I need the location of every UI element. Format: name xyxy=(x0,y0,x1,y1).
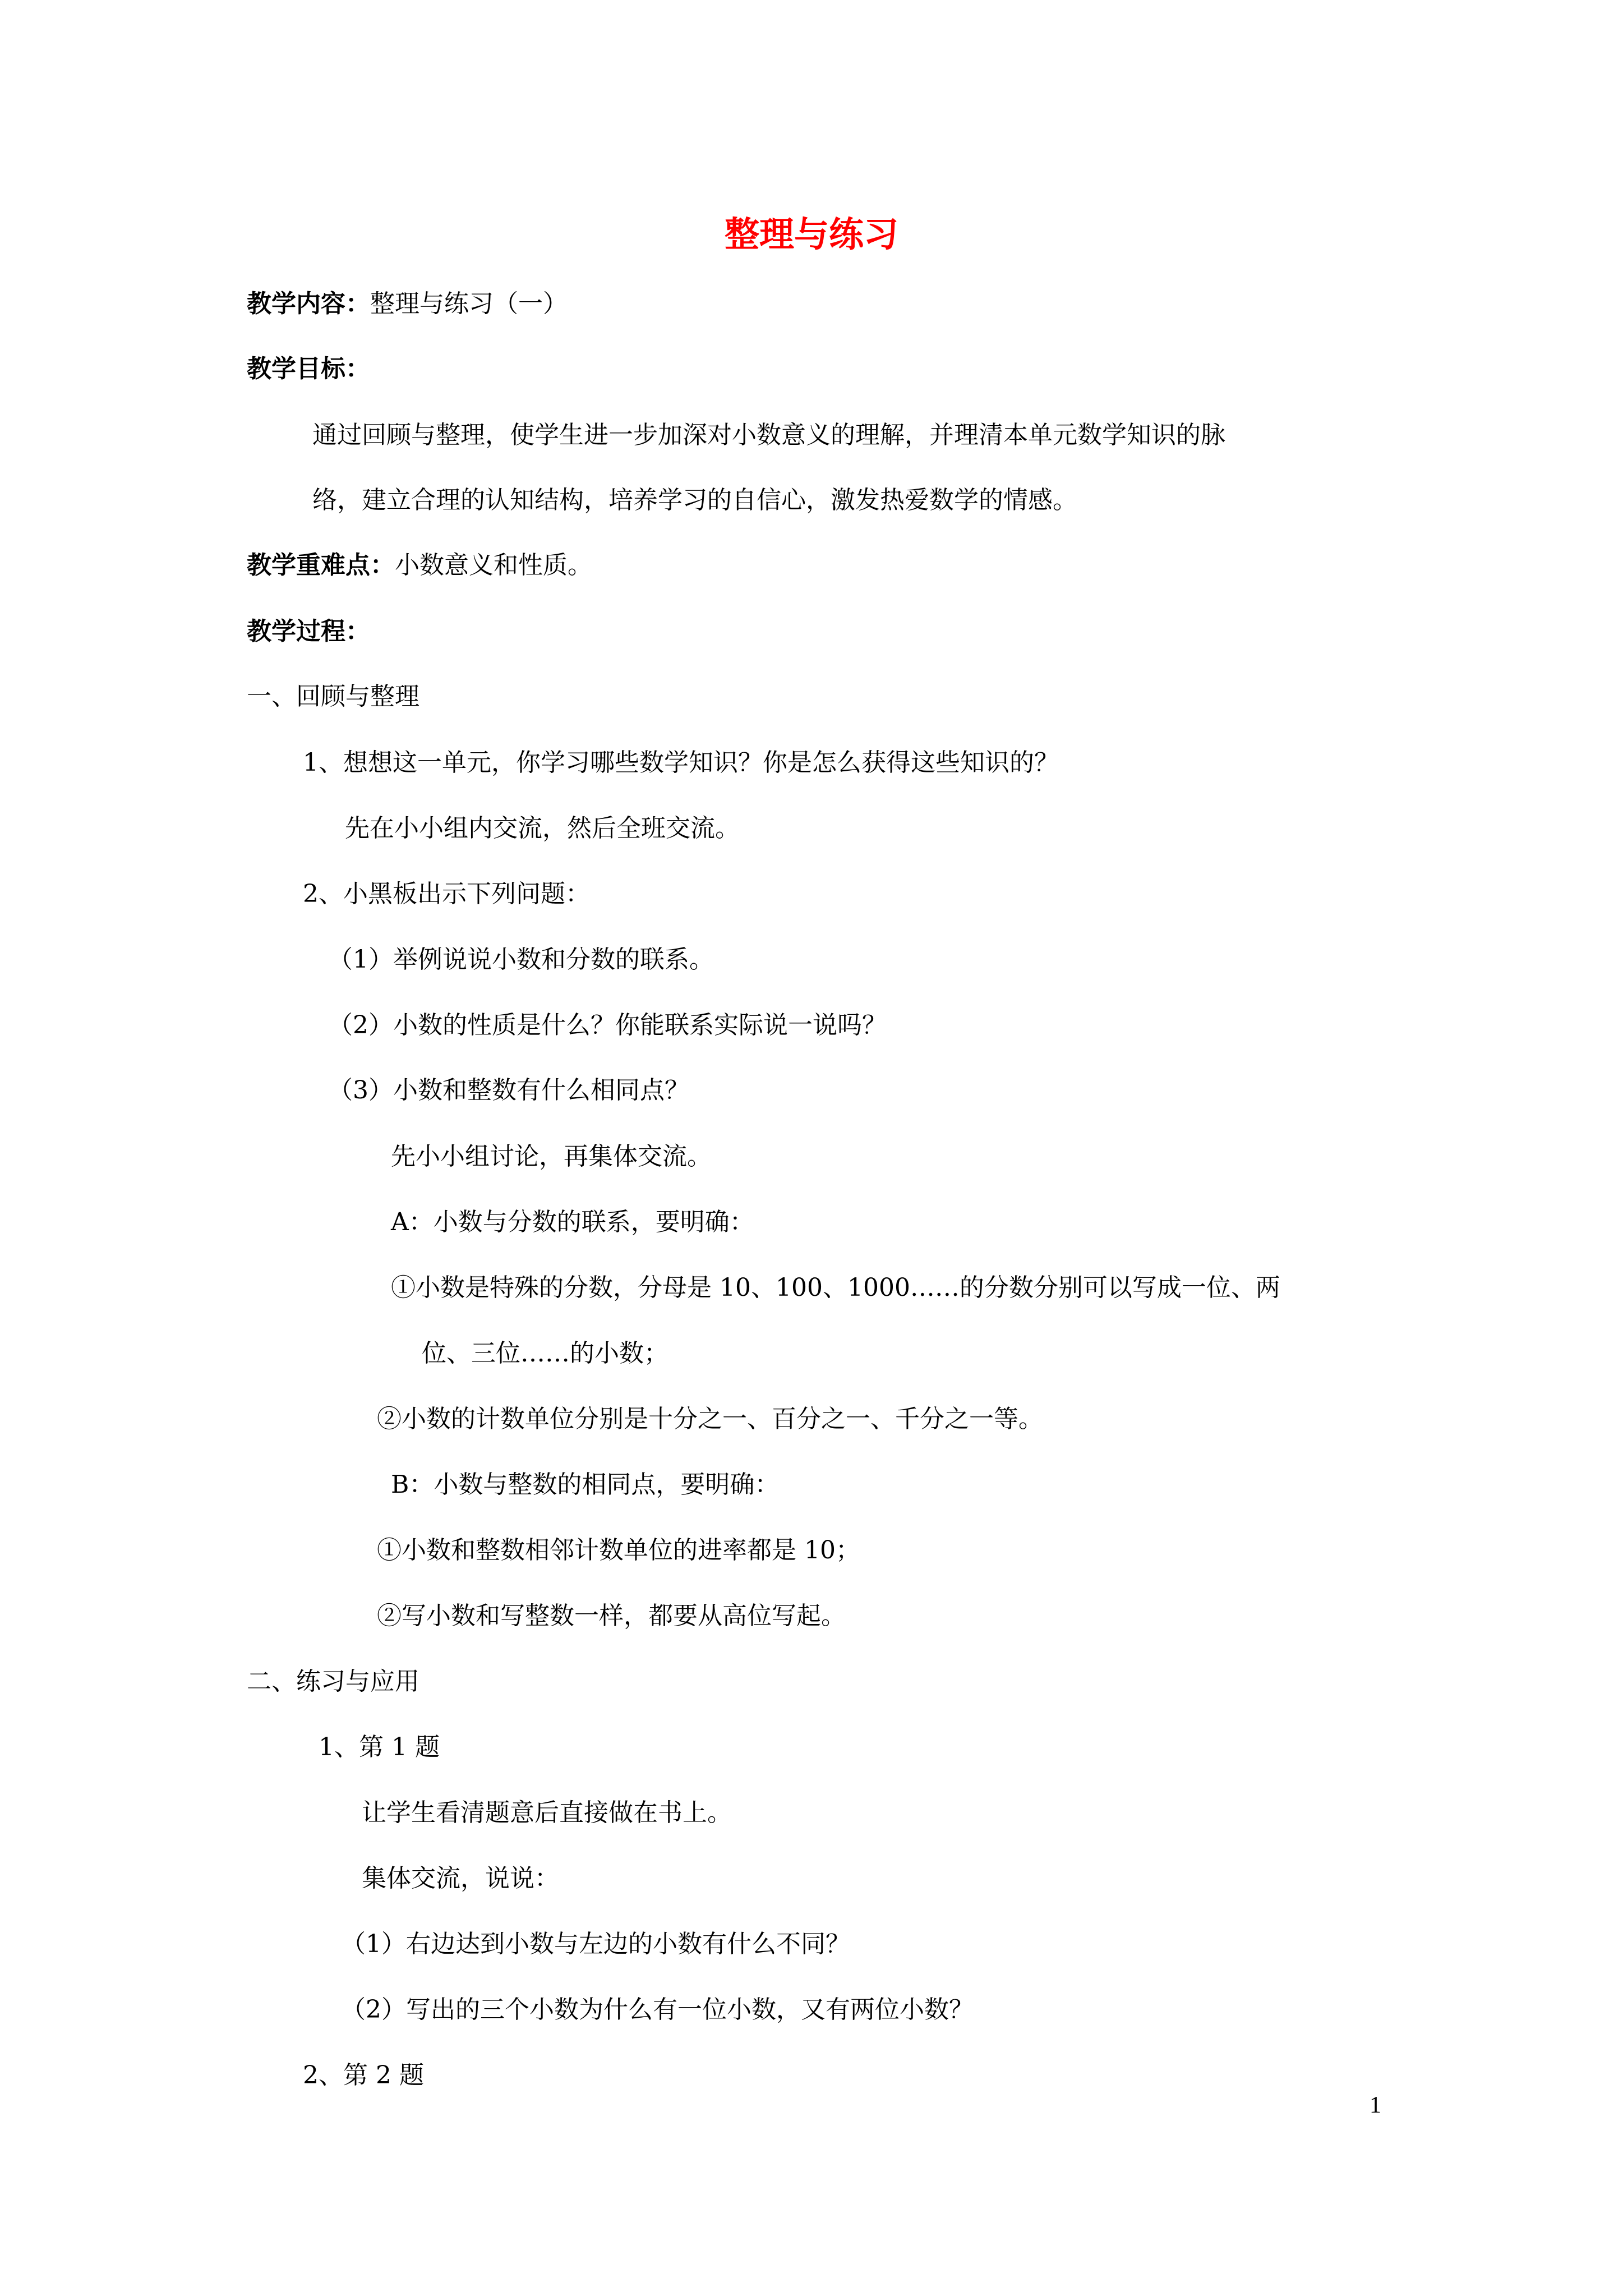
teaching-goals-line-1: 通过回顾与整理，使学生进一步加深对小数意义的理解，并理清本单元数学知识的脉 xyxy=(312,421,1225,449)
teaching-goals-label: 教学目标： xyxy=(247,355,370,383)
point-b-2: ②写小数和写整数一样，都要从高位写起。 xyxy=(377,1602,846,1630)
exercise-1-note-1: 让学生看清题意后直接做在书上。 xyxy=(362,1798,732,1827)
question-3: （3）小数和整数有什么相同点？ xyxy=(328,1076,689,1105)
exercise-1-note-2: 集体交流，说说： xyxy=(362,1864,559,1893)
teaching-process-label: 教学过程： xyxy=(247,617,370,646)
teaching-content-label: 教学内容： xyxy=(247,289,370,318)
page-title: 整理与练习 xyxy=(724,214,898,255)
teaching-goals-line-2: 络，建立合理的认知结构，培养学习的自信心，激发热爱数学的情感。 xyxy=(312,486,1077,514)
section-1-heading: 一、回顾与整理 xyxy=(247,682,419,711)
section-1-item-1: 1、想想这一单元，你学习哪些数学知识？你是怎么获得这些知识的？ xyxy=(303,748,1059,777)
point-a-1-line-1: ①小数是特殊的分数，分母是 10、100、1000……的分数分别可以写成一位、两 xyxy=(391,1273,1280,1302)
section-1-item-1-note: 先在小小组内交流，然后全班交流。 xyxy=(345,814,740,843)
key-points-label: 教学重难点： xyxy=(247,551,395,579)
exercise-2: 2、第 2 题 xyxy=(303,2061,424,2090)
exercise-1-question-1: （1）右边达到小数与左边的小数有什么不同？ xyxy=(341,1930,850,1958)
exercise-1: 1、第 1 题 xyxy=(319,1733,440,1761)
section-2-heading: 二、练习与应用 xyxy=(247,1667,419,1696)
question-1: （1）举例说说小数和分数的联系。 xyxy=(328,945,714,974)
page-number: 1 xyxy=(1370,2092,1381,2118)
point-a-2: ②小数的计数单位分别是十分之一、百分之一、千分之一等。 xyxy=(377,1405,1043,1433)
exercise-1-question-2: （2）写出的三个小数为什么有一位小数，又有两位小数？ xyxy=(341,1995,974,2024)
point-b-label: B：小数与整数的相同点，要明确： xyxy=(391,1470,780,1499)
teaching-content-line xyxy=(247,287,568,321)
point-b-1: ①小数和整数相邻计数单位的进率都是 10； xyxy=(377,1536,860,1565)
point-a-label: A：小数与分数的联系，要明确： xyxy=(391,1208,754,1236)
discussion-note: 先小小组讨论，再集体交流。 xyxy=(391,1142,712,1171)
point-a-1-line-2: 位、三位……的小数； xyxy=(422,1339,668,1368)
key-points-line xyxy=(247,549,592,582)
question-2: （2）小数的性质是什么？你能联系实际说一说吗？ xyxy=(328,1011,887,1039)
teaching-content-value: 整理与练习（一） xyxy=(370,289,568,318)
key-points-value: 小数意义和性质。 xyxy=(395,551,592,579)
section-1-item-2: 2、小黑板出示下列问题： xyxy=(303,880,590,908)
